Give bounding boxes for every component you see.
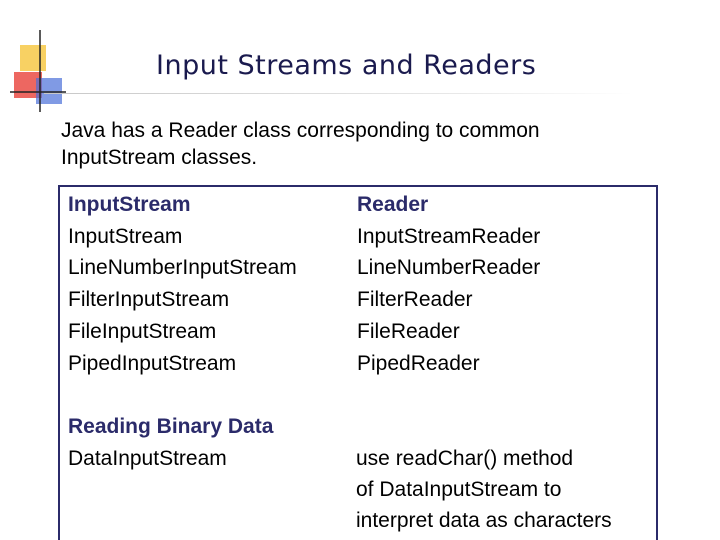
reader-column — [357, 189, 540, 379]
reader-item: FileReader — [357, 319, 460, 343]
intro-text — [61, 117, 661, 171]
page-title: Input Streams and Readers — [156, 50, 537, 81]
note-line: interpret data as characters — [356, 509, 612, 533]
inputstream-item: FilterInputStream — [68, 288, 230, 312]
inputstream-item: InputStream — [68, 224, 183, 248]
reader-item: PipedReader — [357, 351, 480, 375]
reader-item: FilterReader — [357, 288, 473, 312]
datainputstream-item: DataInputStream — [68, 446, 227, 470]
reader-item: InputStreamReader — [357, 224, 541, 248]
column-header-reader: Reader — [357, 193, 429, 216]
inputstream-item: LineNumberInputStream — [68, 256, 297, 280]
column-header-inputstream: InputStream — [68, 193, 191, 216]
reader-item: LineNumberReader — [357, 256, 541, 280]
inputstream-column — [68, 189, 297, 379]
slide-logo-icon — [0, 0, 70, 120]
intro-line: InputStream classes. — [61, 146, 258, 169]
inputstream-item: PipedInputStream — [68, 351, 237, 375]
intro-line: Java has a Reader class corresponding to common — [61, 119, 540, 142]
title-divider — [44, 93, 634, 94]
binary-data-note — [356, 443, 612, 537]
note-line: of DataInputStream to — [356, 478, 562, 502]
binary-data-header: Reading Binary Data — [68, 415, 274, 438]
inputstream-item: FileInputStream — [68, 319, 217, 343]
note-line: use readChar() method — [356, 447, 574, 470]
binary-data-section — [68, 411, 273, 474]
